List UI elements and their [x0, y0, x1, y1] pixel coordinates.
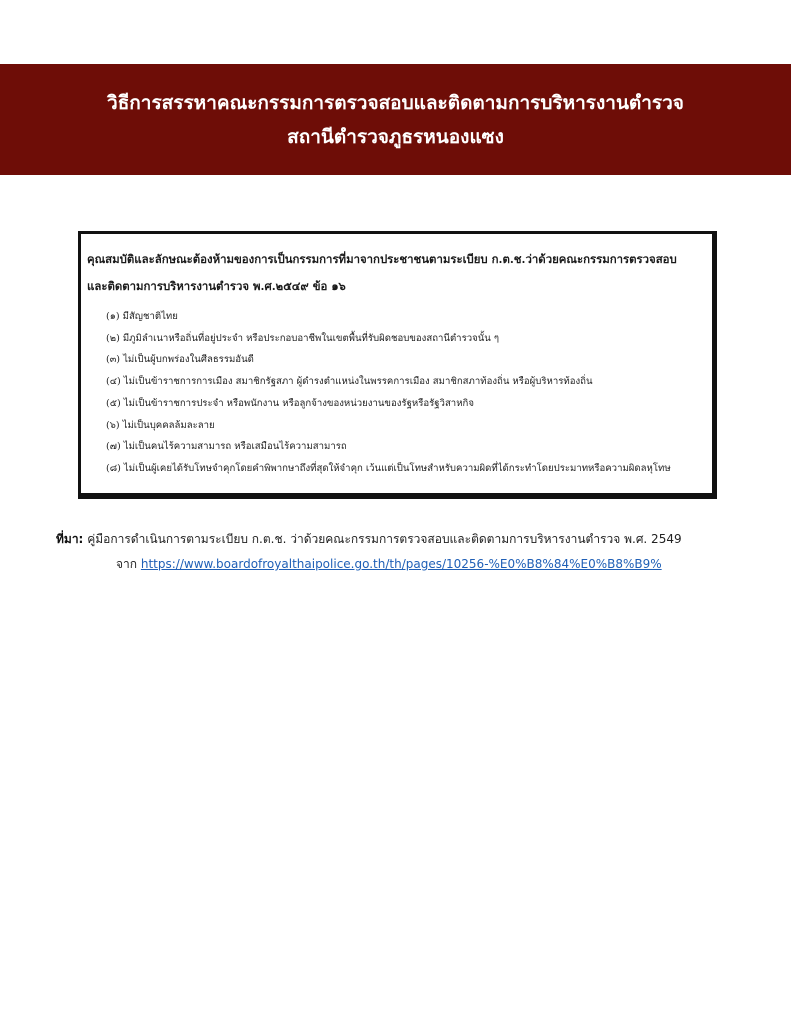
banner-title-line-2: สถานีตำรวจภูธรหนองแซง: [287, 126, 504, 148]
source-text: คู่มือการดำเนินการตามระเบียบ ก.ต.ช. ว่าด้วยคณะกรรมการตรวจสอบและติดตามการบริหารงานตำรวจ พ.ศ. 2549: [87, 532, 682, 546]
qualification-item: (๔) ไม่เป็นข้าราชการการเมือง สมาชิกรัฐสภา ผู้ดำรงตำแหน่งในพรรคการเมือง สมาชิกสภาท้องถิ่น หรือผู้บริหารท้องถิ่น: [106, 376, 593, 388]
banner-title-line-1: วิธีการสรรหาคณะกรรมการตรวจสอบและติดตามการบริหารงานตำรวจ: [107, 92, 684, 114]
qualification-item: (๓) ไม่เป็นผู้บกพร่องในศีลธรรมอันดี: [106, 354, 254, 366]
document-excerpt-image: [78, 231, 717, 499]
qualification-item: (๒) มีภูมิลำเนาหรือถิ่นที่อยู่ประจำ หรือประกอบอาชีพในเขตพื้นที่รับผิดชอบของสถานีตำรวจนั้น ๆ: [106, 332, 500, 344]
qualification-item: (๑) มีสัญชาติไทย: [106, 311, 178, 322]
source-label: ที่มา:: [56, 532, 84, 546]
qualification-item: (๗) ไม่เป็นคนไร้ความสามารถ หรือเสมือนไร้ความสามารถ: [106, 441, 347, 453]
qualification-item: (๕) ไม่เป็นข้าราชการประจำ หรือพนักงาน หรือลูกจ้างของหน่วยงานของรัฐหรือรัฐวิสาหกิจ: [106, 397, 474, 409]
document-heading-line-1: คุณสมบัติและลักษณะต้องห้ามของการเป็นกรรมการที่มาจากประชาชนตามระเบียบ ก.ต.ช.ว่าด้วยคณะกรรมการตรวจสอบ: [87, 252, 677, 266]
qualification-list: [87, 306, 704, 480]
source-citation: [56, 527, 776, 577]
source-prefix: จาก: [116, 557, 138, 571]
source-line-2: [56, 552, 776, 577]
qualification-item: (๘) ไม่เป็นผู้เคยได้รับโทษจำคุกโดยคำพิพากษาถึงที่สุดให้จำคุก เว้นแต่เป็นโทษสำหรับความผิดที่ได้กระทำโดยประมาทหรือความผิดลหุโทษ: [106, 462, 671, 474]
document-heading-line-2: และติดตามการบริหารงานตำรวจ พ.ศ.๒๕๔๙ ข้อ ๑๖: [87, 279, 346, 293]
source-link[interactable]: https://www.boardofroyalthaipolice.go.th/th/pages/10256-%E0%B8%84%E0%B8%B9%: [140, 557, 662, 571]
source-line-1: [56, 527, 776, 552]
qualification-item: (๖) ไม่เป็นบุคคลล้มละลาย: [106, 419, 215, 431]
title-banner: [0, 64, 791, 175]
